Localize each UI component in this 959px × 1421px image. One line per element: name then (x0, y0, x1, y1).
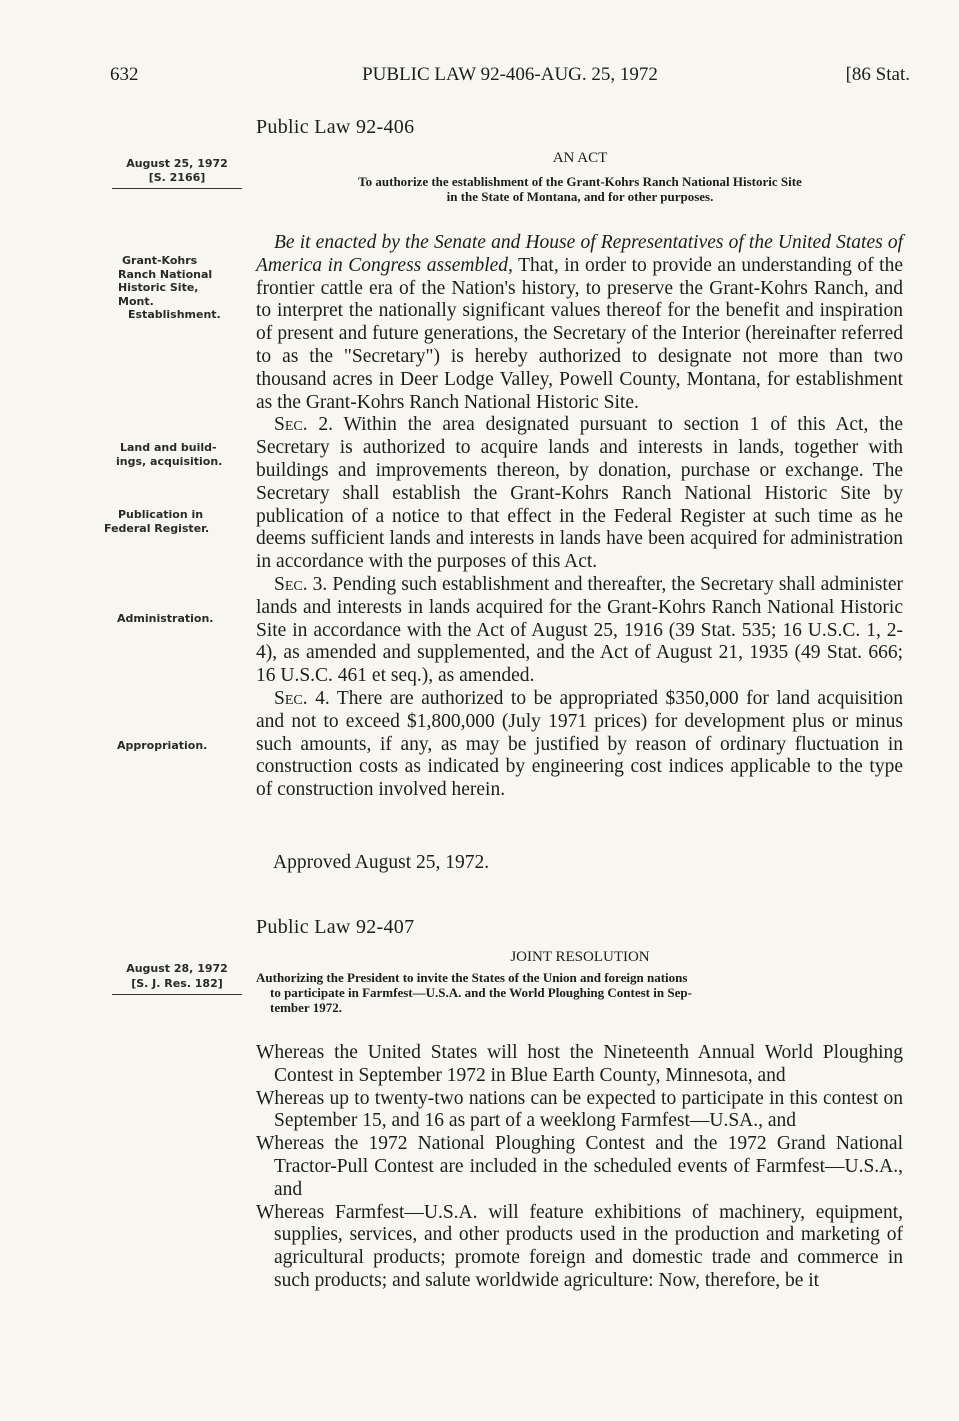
law2-purpose-line2: to participate in Farmfest—U.S.A. and the World Ploughing Contest in Sep- (270, 985, 692, 1000)
law1-purpose-line2: in the State of Montana, and for other purposes. (446, 189, 714, 204)
running-header (110, 64, 910, 92)
margin-note-administration: Administration. (117, 612, 214, 625)
whereas-clause-2: Whereas up to twenty-two nations can be expected to participate in this contest on September 15, and 16 as part of a weeklong Farmfest—U.SA., and (256, 1087, 903, 1132)
margin-note-line: Grant-Kohrs (122, 254, 198, 267)
law1-margin-date: August 25, 1972 (126, 157, 228, 170)
volume-reference: [86 Stat. (845, 64, 910, 85)
law2-purpose-line3: tember 1972. (270, 1000, 342, 1015)
margin-note-line: Establishment. (128, 308, 221, 321)
law1-margin-bill: [S. 2166] (148, 171, 206, 184)
section-4-text: There are authorized to be appropriated $350,000 for land acquisition and not to exceed $1,800,000 (July 1971 prices) for development plus or minus such amounts, if any, as may be justified by reason of ordinary fluctuation in construction costs as indicated by engineering cost indices applicable to the type of construction involved herein. (256, 687, 903, 801)
law1-purpose-line1: To authorize the establishment of the Grant-Kohrs Ranch National Historic Site (358, 174, 802, 189)
law2-margin-rule (112, 994, 242, 995)
margin-note-line: Publication in (118, 508, 204, 521)
law2-purpose (256, 970, 906, 1015)
section-2-label: Sec. 2. (274, 414, 334, 436)
section-1-text: That, in order to provide an understanding of the frontier cattle era of the Nation's history, to preserve the Grant-Kohrs Ranch, and to interpret the nationally significant values thereof for the benefit and inspiration of present and future generations, the Secretary of the Interior (hereinafter referred to as the "Secretary") is hereby authorized to designate not more than two thousand acres in Deer Lodge Valley, Powell County, Montana, for establishment as the Grant-Kohrs Ranch National Historic Site. (256, 254, 903, 413)
approval-line: Approved August 25, 1972. (273, 852, 490, 873)
section-3 (256, 574, 903, 688)
margin-note-line: ings, acquisition. (116, 454, 223, 468)
whereas-clause-3: Whereas the 1972 National Ploughing Contest and the 1972 Grand National Tractor-Pull Contest are included in the scheduled events of Farmfest—U.S.A., and (256, 1133, 903, 1200)
law2-preamble (256, 1042, 903, 1293)
enacting-clause: Be it enacted by the Senate and House of Representatives of the United States of America in Congress assembled, (256, 232, 903, 276)
page-number: 632 (110, 64, 139, 85)
law1-body (256, 232, 903, 802)
margin-note-publication (104, 508, 209, 535)
law2-margin-date: August 28, 1972 (126, 962, 228, 975)
law2-purpose-line1: Authorizing the President to invite the States of the Union and foreign nations (256, 970, 688, 985)
section-2-text: Within the area designated pursuant to section 1 of this Act, the Secretary is authorized to acquire lands and interests in lands, together with buildings and improvements thereon, by donation, purchase or exchange. The Secretary shall establish the Grant-Kohrs Ranch National Historic Site by publication of a notice to that effect in the Federal Register at such time as he deems sufficient lands and interests in lands have been acquired for administration in accordance with the purposes of this Act. (256, 414, 903, 573)
section-4-label: Sec. 4. (274, 687, 330, 709)
law2-kind: JOINT RESOLUTION (510, 949, 650, 965)
margin-note-line: Ranch National (118, 267, 213, 281)
margin-note-line: Land and build- (120, 441, 217, 454)
section-1 (256, 232, 903, 414)
section-4 (256, 688, 903, 802)
whereas-clause-1: Whereas the United States will host the Nineteenth Annual World Ploughing Contest in September 1972 in Blue Earth County, Minnesota, and (256, 1042, 903, 1086)
law1-title: Public Law 92-406 (256, 116, 415, 138)
running-title: PUBLIC LAW 92-406-AUG. 25, 1972 (362, 64, 658, 85)
law2-margin-bill: [S. J. Res. 182] (131, 977, 223, 990)
margin-note-appropriation: Appropriation. (117, 739, 208, 752)
section-3-text: Pending such establishment and thereafter, the Secretary shall administer lands and interests in lands acquired for the Grant-Kohrs Ranch National Historic Site in accordance with the Act of August 25, 1916 (39 Stat. 535; 16 U.S.C. 1, 2-4), as amended and supplemented, and the Act of August 21, 1935 (49 Stat. 666; 16 U.S.C. 461 et seq.), as amended. (256, 573, 903, 687)
whereas-clause-4: Whereas Farmfest—U.S.A. will feature exhibitions of machinery, equipment, supplies, services, and other products used in the production and marketing of agricultural products; promote foreign and domestic trade and commerce in such products; and salute worldwide agriculture: Now, therefore, be it (256, 1201, 903, 1291)
margin-note-line: Mont. (118, 294, 154, 308)
section-3-label: Sec. 3. (274, 573, 328, 595)
law1-purpose (255, 174, 905, 204)
margin-note-line: Federal Register. (104, 521, 210, 535)
section-2 (256, 414, 903, 574)
law1-margin-rule (112, 188, 242, 189)
margin-note-land (116, 441, 222, 468)
law2-title: Public Law 92-407 (256, 916, 415, 938)
margin-note-establishment (118, 254, 221, 322)
margin-note-line: Historic Site, (118, 281, 199, 294)
law1-kind: AN ACT (552, 150, 608, 166)
